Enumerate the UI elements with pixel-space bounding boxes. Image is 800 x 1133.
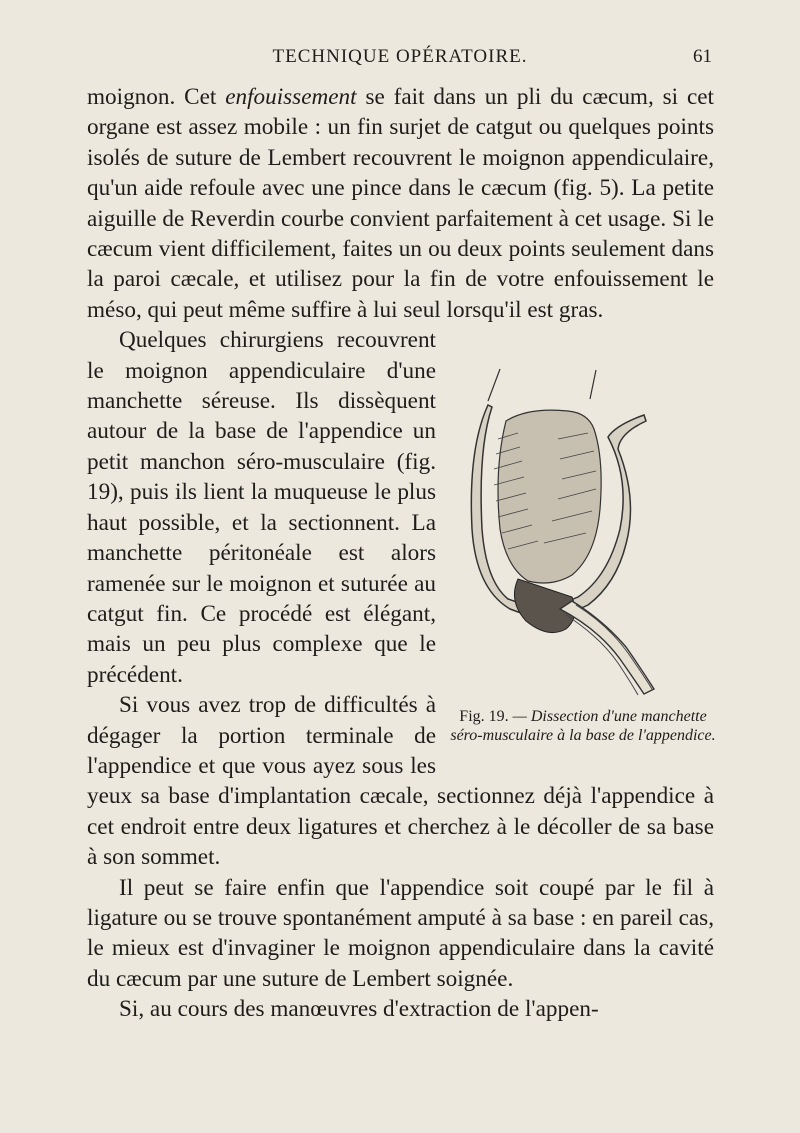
running-title: TECHNIQUE OPÉRATOIRE. [272,46,528,67]
emphasis-enfouissement: enfouissement [225,84,357,110]
paragraph-3: Si vous avez trop de difficultés à dégager la portion terminale de l'appendice et que vous ayez sous les yeux sa base d'implantation cæcale, sectionnez déjà l'appendice à cet endroit entre deux ligatures et cherchez à le décoller de sa base à son sommet. [87,692,714,871]
page-header [0,42,800,72]
figure-caption [448,707,718,745]
dissected-appendix-engraving [448,329,718,704]
body-text [87,82,714,1025]
paragraph-4: Il peut se faire enfin que l'appendice soit coupé par le fil à ligature ou se trouve spontanément amputé à sa base : en pareil cas, le mieux est d'invaginer le moignon appendiculaire dans la cavité du cæcum par une suture de Lembert soignée. [87,874,714,992]
paragraph-1-rest: se fait dans un pli du cæcum, si cet organe est assez mobile : un fin surjet de catgut ou quelques points isolés de suture de Lembert recouvrent le moignon appendiculaire, qu'un aide refoule avec une pince dans le cæcum (fig. 5). La petite aiguille de Reverdin courbe convient parfaitement à cet usage. Si le cæcum vient difficilement, faites un ou deux points seulement dans la paroi cæcale, et utilisez pour la fin de votre enfouissement le méso, qui peut même suffire à lui seul lorsqu'il est gras. [87,84,714,323]
paragraph-1-start: moignon. Cet [87,84,226,110]
figure-19 [448,329,718,777]
paragraph-1 [87,82,714,325]
paragraph-2: Quelques chirurgiens recouvrent le moignon appendiculaire d'une manchette séreuse. Ils dissèquent autour de la base de l'appendice un petit manchon séro-musculaire (fig. 19), puis ils lient la muqueuse le plus haut possible, et la sectionnent. La manchette péritonéale est alors ramenée sur le moignon et suturée au catgut fin. Ce procédé est élégant, mais un peu plus complexe que le précédent. [87,327,436,688]
figure-caption-text: — Dissection d'une manchette séro-musculaire à la base de l'appendice. [450,708,716,745]
paragraph-5: Si, au cours des manœuvres d'extraction de l'appen- [119,996,599,1023]
figure-label: Fig. 19. [459,708,509,726]
page-number: 61 [693,46,712,67]
